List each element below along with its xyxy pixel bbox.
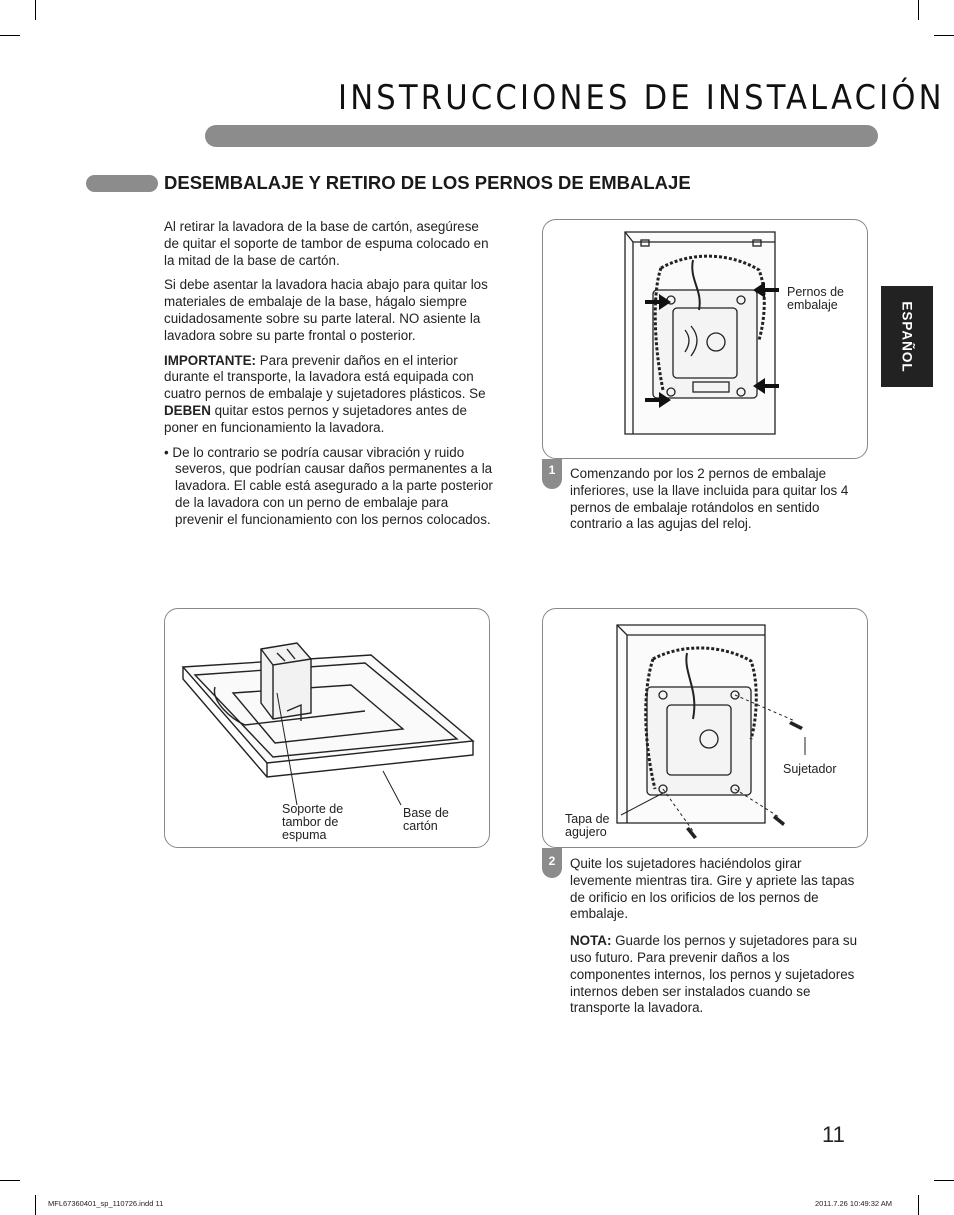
step2-figure (542, 608, 868, 848)
language-tab (881, 286, 933, 387)
crop-mark (934, 35, 954, 36)
crop-mark (918, 0, 919, 20)
label-hole-cap: Tapa de agujero (565, 812, 610, 839)
important-label: IMPORTANTE: (164, 352, 256, 368)
label-packing-bolts: Pernos de embalaje (787, 285, 844, 312)
intro-text (164, 219, 494, 537)
intro-paragraph-important (164, 353, 494, 437)
crop-mark (35, 0, 36, 20)
deben-label: DEBEN (164, 402, 211, 418)
label-carton-base: Base de cartón (403, 806, 449, 833)
intro-paragraph-2: Si debe asentar la lavadora hacia abajo para quitar los materiales de embalaje de la base, hágalo siempre cuidadosamente sobre su parte lateral. NO asiente la lavadora sobre su parte frontal o posterior. (164, 277, 488, 343)
section-marker (86, 175, 158, 192)
page-number: 11 (822, 1122, 845, 1147)
step2-note (570, 933, 860, 1017)
language-tab-label: ESPAÑOL (899, 300, 915, 373)
step1-text: Comenzando por los 2 pernos de embalaje inferiores, use la llave incluida para quitar los 4 pernos de embalaje rotándolos en sentido contrario a las agujas del reloj. (570, 466, 849, 532)
note-label: NOTA: (570, 933, 612, 949)
washer-rear-illustration (543, 220, 867, 458)
crop-mark (934, 1180, 954, 1181)
section-heading: DESEMBALAJE Y RETIRO DE LOS PERNOS DE EMBALAJE (164, 172, 691, 193)
important-text-b: quitar estos pernos y sujetadores antes de poner en funcionamiento la lavadora. (164, 402, 467, 435)
page-title: INSTRUCCIONES DE INSTALACIÓN (338, 78, 945, 118)
carton-base-figure (164, 608, 490, 848)
title-bar (205, 125, 878, 147)
intro-paragraph-1: Al retirar la lavadora de la base de cartón, asegúrese de quitar el soporte de tambor de espuma colocado en la mitad de la base de cartón. (164, 219, 489, 268)
step1-figure (542, 219, 868, 459)
crop-mark (0, 1180, 20, 1181)
label-fastener: Sujetador (783, 762, 837, 776)
step2-text (570, 856, 860, 1017)
crop-mark (0, 35, 20, 36)
intro-bullet: • De lo contrario se podría causar vibración y ruido severos, que podrían causar daños permanentes a la lavadora. El cable está asegurado a la parte posterior de la lavadora con un perno de embalaje para prevenir el funcionamiento con los pernos colocados. (164, 444, 493, 527)
step1-badge: 1 (542, 459, 562, 489)
footer-timestamp: 2011.7.26 10:49:32 AM (815, 1199, 893, 1208)
crop-mark (918, 1195, 919, 1215)
step2-instructions: Quite los sujetadores haciéndolos girar levemente mientras tira. Gire y apriete las tapas de orificio en los orificios de los pernos de embalaje. (570, 856, 855, 922)
step2-badge: 2 (542, 848, 562, 878)
crop-mark (35, 1195, 36, 1215)
important-text-a: Para prevenir daños en el interior durante el transporte, la lavadora está equipada con cuatro pernos de embalaje y sujetadores plásticos. Se (164, 352, 486, 402)
label-foam-support: Soporte de tambor de espuma (282, 802, 344, 842)
note-text: Guarde los pernos y sujetadores para su uso futuro. Para prevenir daños a los componentes internos, los pernos y sujetadores internos deben ser instalados cuando se transporte la lavadora. (570, 933, 858, 1016)
footer-file: MFL67360401_sp_110726.indd 11 (48, 1199, 164, 1208)
